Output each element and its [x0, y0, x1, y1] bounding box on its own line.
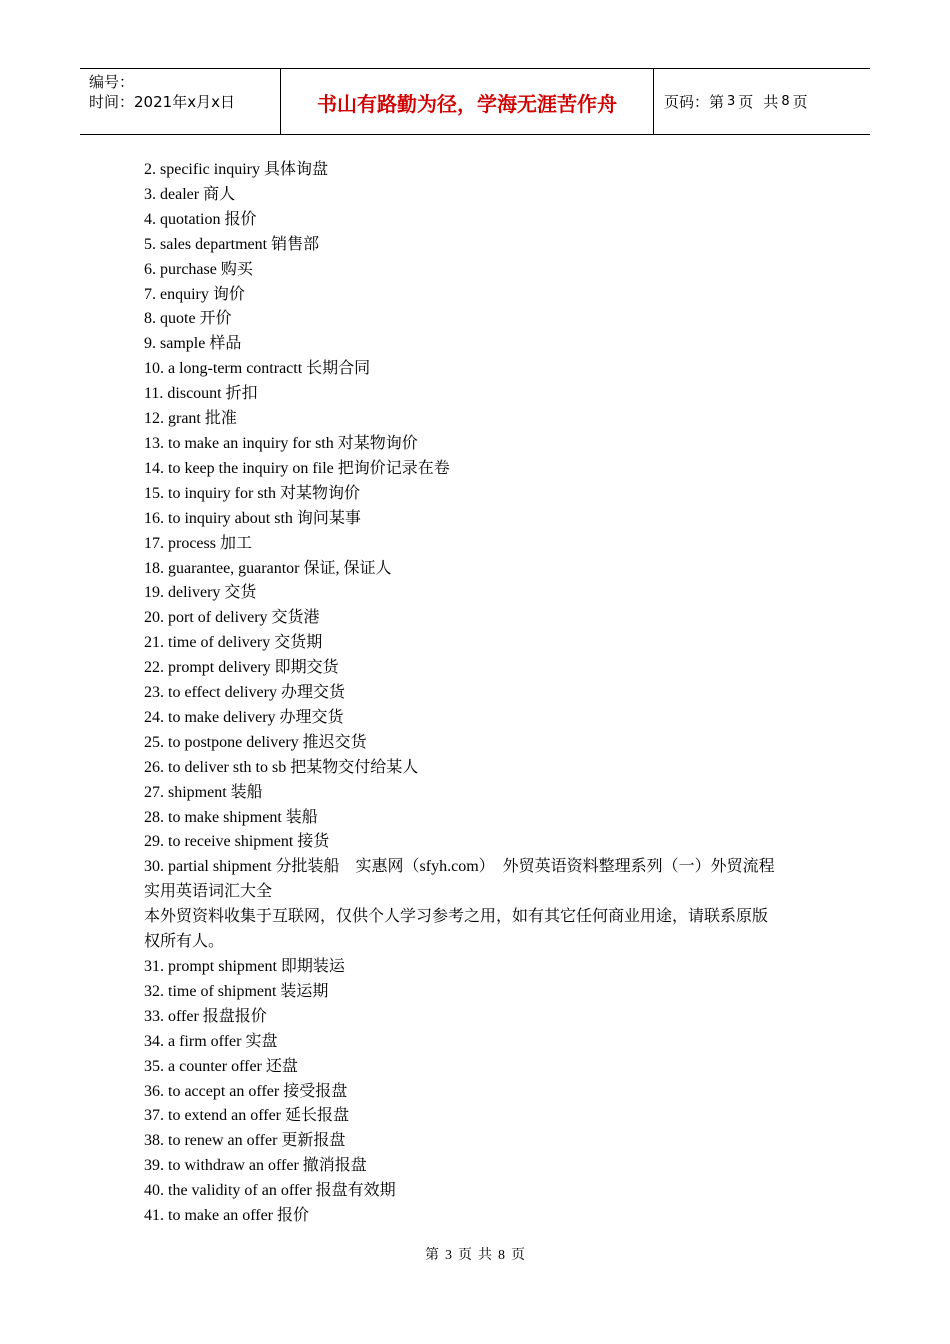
footer-page-label: 第 [425, 1248, 439, 1263]
list-item: 31. prompt shipment 即期装运 [144, 958, 345, 975]
list-item: 21. time of delivery 交货期 [144, 634, 323, 652]
list-item: 8. quote 开价 [144, 310, 232, 328]
time-label: 时间： [89, 93, 135, 111]
page-total-unit: 页 [792, 93, 808, 111]
list-item: 11. discount 折扣 [144, 385, 258, 403]
list-item: 36. to accept an offer 接受报盘 [144, 1082, 348, 1100]
footer-total-label: 共 [478, 1248, 492, 1263]
time-value: 2021年x月x日 [134, 93, 235, 111]
document-number-label: 编号： [89, 73, 135, 91]
list-item: 3. dealer 商人 [144, 185, 236, 203]
list-item: 38. to renew an offer 更新报盘 [144, 1132, 346, 1150]
footer-page-unit: 页 [458, 1248, 472, 1263]
list-item: 12. grant 批准 [144, 410, 237, 428]
list-item: 40. the validity of an offer 报盘有效期 [144, 1182, 396, 1200]
vocabulary-list [144, 158, 814, 1229]
list-item: 30. partial shipment 分批装船 实惠网（sfyh.com） 外贸英语资料整理系列（一）外贸流程 [144, 858, 775, 876]
page-current: 3 [727, 94, 736, 109]
list-item: 9. sample 样品 [144, 335, 242, 353]
disclaimer-line-continuation: 权所有人。 [144, 933, 225, 951]
list-item: 33. offer 报盘报价 [144, 1007, 267, 1025]
list-item: 6. purchase 购买 [144, 260, 253, 278]
document-time [89, 92, 280, 112]
vocabulary-block-2 [144, 955, 814, 1229]
list-item: 23. to effect delivery 办理交货 [144, 684, 345, 702]
list-item: 32. time of shipment 装运期 [144, 982, 329, 1000]
list-item: 26. to deliver sth to sb 把某物交付给某人 [144, 758, 419, 776]
page-header [80, 68, 870, 135]
disclaimer-line: 本外贸资料收集于互联网，仅供个人学习参考之用，如有其它任何商业用途，请联系原版 [144, 908, 769, 926]
list-item: 24. to make delivery 办理交货 [144, 708, 344, 726]
footer-page-total: 8 [498, 1248, 505, 1263]
list-item: 16. to inquiry about sth 询问某事 [144, 509, 361, 527]
list-item: 14. to keep the inquiry on file 把询价记录在卷 [144, 459, 450, 477]
header-motto: 书山有路勤为径，学海无涯苦作舟 [281, 69, 654, 134]
list-item: 35. a counter offer 还盘 [144, 1057, 298, 1075]
list-item: 27. shipment 装船 [144, 783, 263, 801]
header-page-info [654, 69, 870, 134]
list-item: 22. prompt delivery 即期交货 [144, 659, 339, 677]
list-item: 7. enquiry 询价 [144, 285, 245, 303]
list-item: 17. process 加工 [144, 534, 252, 552]
list-item: 5. sales department 销售部 [144, 235, 320, 253]
list-item: 18. guarantee, guarantor 保证, 保证人 [144, 559, 392, 577]
list-item: 34. a firm offer 实盘 [144, 1032, 278, 1050]
list-item: 4. quotation 报价 [144, 210, 257, 228]
list-item: 20. port of delivery 交货港 [144, 609, 320, 627]
page-footer [0, 1244, 950, 1264]
list-item: 29. to receive shipment 接货 [144, 833, 330, 851]
list-item-continuation: 实用英语词汇大全 [144, 883, 273, 901]
list-item: 19. delivery 交货 [144, 584, 257, 602]
list-item: 15. to inquiry for sth 对某物询价 [144, 484, 360, 502]
page-unit: 页 [738, 93, 754, 111]
page-total-label: 共 [763, 93, 779, 111]
list-item: 28. to make shipment 装船 [144, 808, 318, 826]
list-item: 25. to postpone delivery 推迟交货 [144, 733, 367, 751]
list-item: 2. specific inquiry 具体询盘 [144, 161, 328, 178]
list-item: 41. to make an offer 报价 [144, 1207, 309, 1225]
list-item: 39. to withdraw an offer 撤消报盘 [144, 1157, 367, 1175]
vocabulary-block-1 [144, 158, 814, 855]
header-left-cell [80, 69, 281, 134]
list-item: 13. to make an inquiry for sth 对某物询价 [144, 434, 418, 452]
footer-total-unit: 页 [511, 1248, 525, 1263]
list-item: 10. a long-term contractt 长期合同 [144, 360, 371, 378]
footer-page-current: 3 [445, 1248, 452, 1263]
page-total: 8 [781, 94, 790, 109]
page-label: 页码：第 [664, 93, 725, 111]
list-item: 37. to extend an offer 延长报盘 [144, 1107, 349, 1125]
